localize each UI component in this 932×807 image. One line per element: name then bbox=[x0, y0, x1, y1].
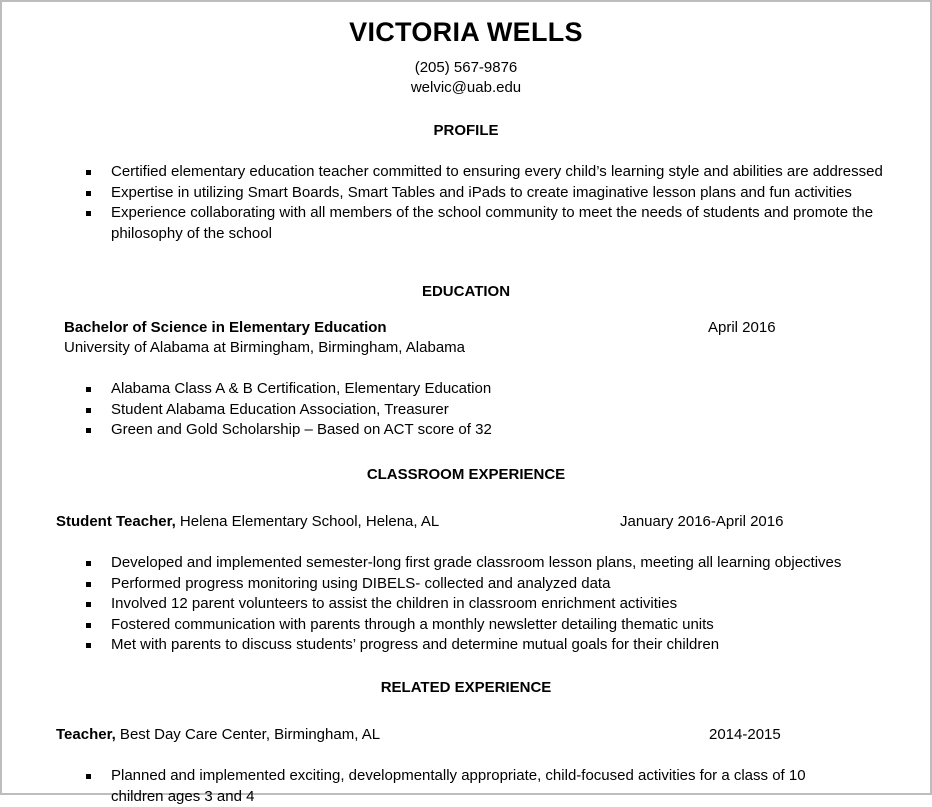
related-list bbox=[2, 766, 852, 807]
phone-number: (205) 567-9876 bbox=[414, 59, 518, 76]
profile-list bbox=[2, 162, 892, 244]
list-item: Met with parents to discuss students’ progress and determine mutual goals for their children bbox=[2, 635, 882, 656]
employer: Best Day Care Center, Birmingham, AL bbox=[115, 726, 381, 743]
list-item: Experience collaborating with all members of the school community to meet the needs of students and promote the philosophy of the school bbox=[2, 203, 892, 244]
bullet-icon bbox=[86, 582, 91, 587]
bullet-icon bbox=[86, 561, 91, 566]
related-experience-heading: RELATED EXPERIENCE bbox=[380, 679, 552, 696]
bullet-icon bbox=[86, 602, 91, 607]
list-item: Involved 12 parent volunteers to assist the children in classroom enrichment activities bbox=[2, 594, 882, 615]
list-item: Performed progress monitoring using DIBELS- collected and analyzed data bbox=[2, 574, 882, 595]
employer: Helena Elementary School, Helena, AL bbox=[175, 513, 440, 530]
bullet-icon bbox=[86, 774, 91, 779]
email-address: welvic@uab.edu bbox=[410, 79, 522, 96]
bullet-icon bbox=[86, 211, 91, 216]
list-item: Developed and implemented semester-long first grade classroom lesson plans, meeting all learning objectives bbox=[2, 553, 882, 574]
bullet-icon bbox=[86, 428, 91, 433]
school-name: University of Alabama at Birmingham, Birmingham, Alabama bbox=[64, 339, 466, 356]
education-heading: EDUCATION bbox=[421, 283, 511, 300]
bullet-icon bbox=[86, 623, 91, 628]
job-title: Teacher, bbox=[56, 726, 116, 743]
list-item: Fostered communication with parents through a monthly newsletter detailing thematic units bbox=[2, 615, 882, 636]
education-list bbox=[2, 379, 802, 441]
list-item: Certified elementary education teacher committed to ensuring every child’s learning style and abilities are addressed bbox=[2, 162, 892, 183]
profile-heading: PROFILE bbox=[433, 122, 499, 139]
classroom-date: January 2016-April 2016 bbox=[620, 513, 784, 530]
list-item: Student Alabama Education Association, Treasurer bbox=[2, 400, 802, 421]
bullet-icon bbox=[86, 191, 91, 196]
bullet-icon bbox=[86, 387, 91, 392]
bullet-icon bbox=[86, 643, 91, 648]
list-item: Expertise in utilizing Smart Boards, Smart Tables and iPads to create imaginative lesson plans and fun activities bbox=[2, 183, 892, 204]
degree-title: Bachelor of Science in Elementary Education bbox=[64, 319, 387, 336]
bullet-icon bbox=[86, 408, 91, 413]
classroom-list bbox=[2, 553, 882, 656]
candidate-name: VICTORIA WELLS bbox=[349, 17, 583, 47]
bullet-icon bbox=[86, 170, 91, 175]
job-title: Student Teacher, bbox=[56, 513, 176, 530]
related-date: 2014-2015 bbox=[709, 726, 781, 743]
classroom-position bbox=[56, 513, 439, 530]
degree-date: April 2016 bbox=[708, 319, 776, 336]
list-item: Planned and implemented exciting, developmentally appropriate, child-focused activities for a class of 10 children ages 3 and 4 bbox=[2, 766, 852, 807]
classroom-experience-heading: CLASSROOM EXPERIENCE bbox=[366, 466, 566, 483]
list-item: Alabama Class A & B Certification, Elementary Education bbox=[2, 379, 802, 400]
list-item: Green and Gold Scholarship – Based on ACT score of 32 bbox=[2, 420, 802, 441]
related-position bbox=[56, 726, 380, 743]
